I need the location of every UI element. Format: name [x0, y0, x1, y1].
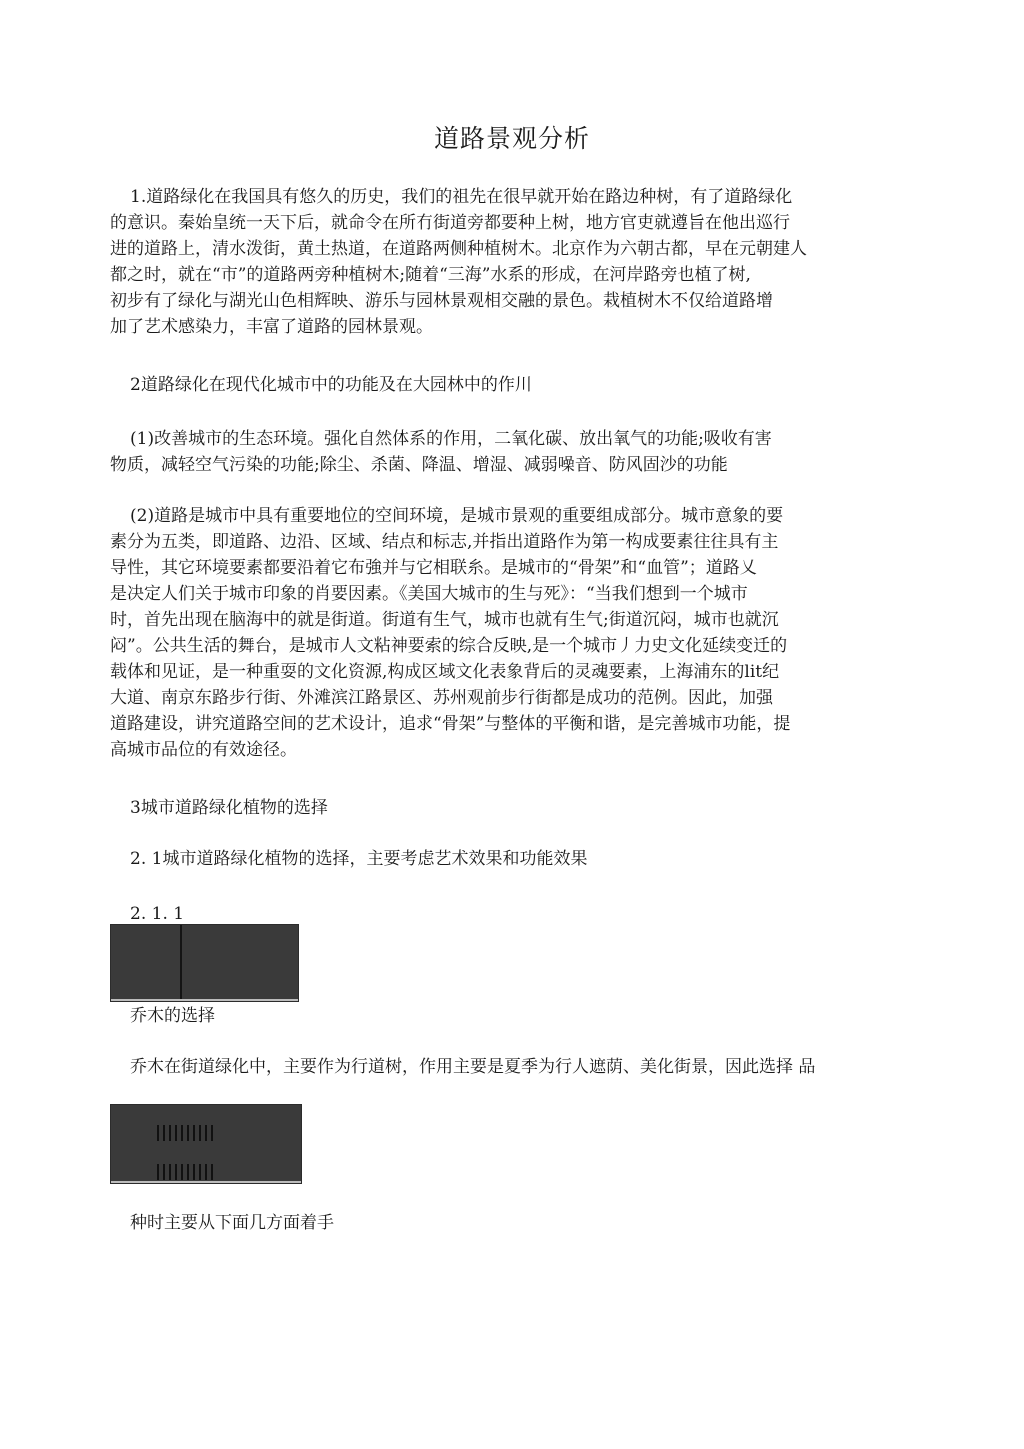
paragraph-urban-space [110, 503, 910, 763]
heading-text: 2道路绿化在现代化城市中的功能及在大园林中的作川 [130, 375, 532, 395]
subsection-heading-3-1-1 [110, 1003, 910, 1029]
text-line: 乔木在街道绿化中，主要作为行道树，作用主要是夏季为行人遮荫、美化街景，因此选择 品 [130, 1057, 816, 1077]
embedded-image-dark [111, 925, 298, 1001]
text-line: 加了艺术感染力，丰富了道路的园林景观。 [110, 317, 433, 337]
paragraph-trees [110, 1054, 910, 1080]
subsection-number-3-1-1 [110, 901, 910, 927]
text-line: (1)改善城市的生态环境。强化自然体系的作用，二氧化碳、放出氧气的功能;吸收有害 [130, 429, 772, 449]
text-line: 素分为五类，即道路、边沿、区域、结点和标志,并指出道路作为第一构成要素往往具有主 [110, 532, 779, 552]
text-line: 进的道路上，清水泼街，黄土热道，在道路两侧种植树木。北京作为六朝古都，早在元朝建人 [110, 239, 807, 259]
text-line: (2)道路是城市中具有重要地位的空间环境，是城市景观的重要组成部分。城市意象的要 [130, 506, 784, 526]
text-line: 初步有了绿化与湖光山色相辉映、游乐与园林景观相交融的景色。栽植树木不仅给道路增 [110, 291, 773, 311]
image-edge [111, 1181, 301, 1183]
text-line: 导性，其它环境要素都要沿着它布強并与它相联糸。是城市的“骨架”和“血管”；道路乂 [110, 558, 757, 578]
image-edge [111, 999, 298, 1001]
image-stripe-mark [157, 1125, 213, 1141]
image-stripe-mark [157, 1164, 213, 1180]
text-line: 1.道路绿化在我国具有悠久的历史，我们的祖先在很早就开始在路边种树，有了道路绿化 [130, 187, 793, 207]
section-heading-3 [110, 795, 910, 821]
heading-text: 3城市道路绿化植物的选择 [130, 798, 328, 818]
text-line: 时，首先出现在脑海中的就是街道。街道有生气，城市也就有生气;街道沉闷，城市也就沉 [110, 610, 779, 630]
heading-number: 2. 1. 1 [130, 904, 185, 924]
document-title: 道路景观分析 [433, 124, 590, 153]
text-line: 大道、南京东路步行街、外滩滨江路景区、苏州观前步行街都是成功的范例。因此，加强 [110, 688, 773, 708]
text-line: 是决定人们关于城市印象的肖要因素。《美国大城市的生与死》：“当我们想到一个城市 [110, 584, 748, 604]
text-line: 都之时，就在“市”的道路两旁种植树木;随着“三海”水系的形成，在河岸路旁也植了树, [110, 265, 751, 285]
text-line: 的意识。秦始皇统一天下后，就命令在所冇街道旁都要种上树，地方官吏就遵旨在他出巡行 [110, 213, 790, 233]
text-line: 道路建设，讲究道路空间的艺术设计，追求“骨架”与整体的平衡和谐，是完善城市功能，提 [110, 714, 791, 734]
heading-text: 2. 1城市道路绿化植物的选择，主要考虑艺术效果和功能效果 [130, 849, 588, 869]
image-divider [180, 925, 182, 1001]
text-line: 载体和见证，是一种重耍的文化资源,构成区域文化表象背后的灵魂要素，上海浦东的lit纪 [110, 662, 780, 682]
text-line: 物质，减轻空气污染的功能;除尘、杀菌、降温、增湿、减弱噪音、防风固沙的功能 [110, 455, 728, 475]
paragraph-history [110, 184, 910, 340]
section-heading-2 [110, 372, 910, 398]
text-line: 闷”。公共生活的舞台，是城市人文粘神要索的综合反映,是一个城市丿力史文化延续变迁的 [110, 636, 788, 656]
heading-text: 乔木的选择 [130, 1006, 215, 1026]
text-line: 高城市品位的有效途径。 [110, 740, 297, 760]
subsection-heading-3-1 [110, 846, 910, 872]
paragraph-trees-continued [110, 1210, 910, 1236]
embedded-image-striped [111, 1105, 301, 1183]
text-line: 种时主要从下面几方面着手 [130, 1213, 334, 1233]
paragraph-ecology [110, 426, 910, 478]
